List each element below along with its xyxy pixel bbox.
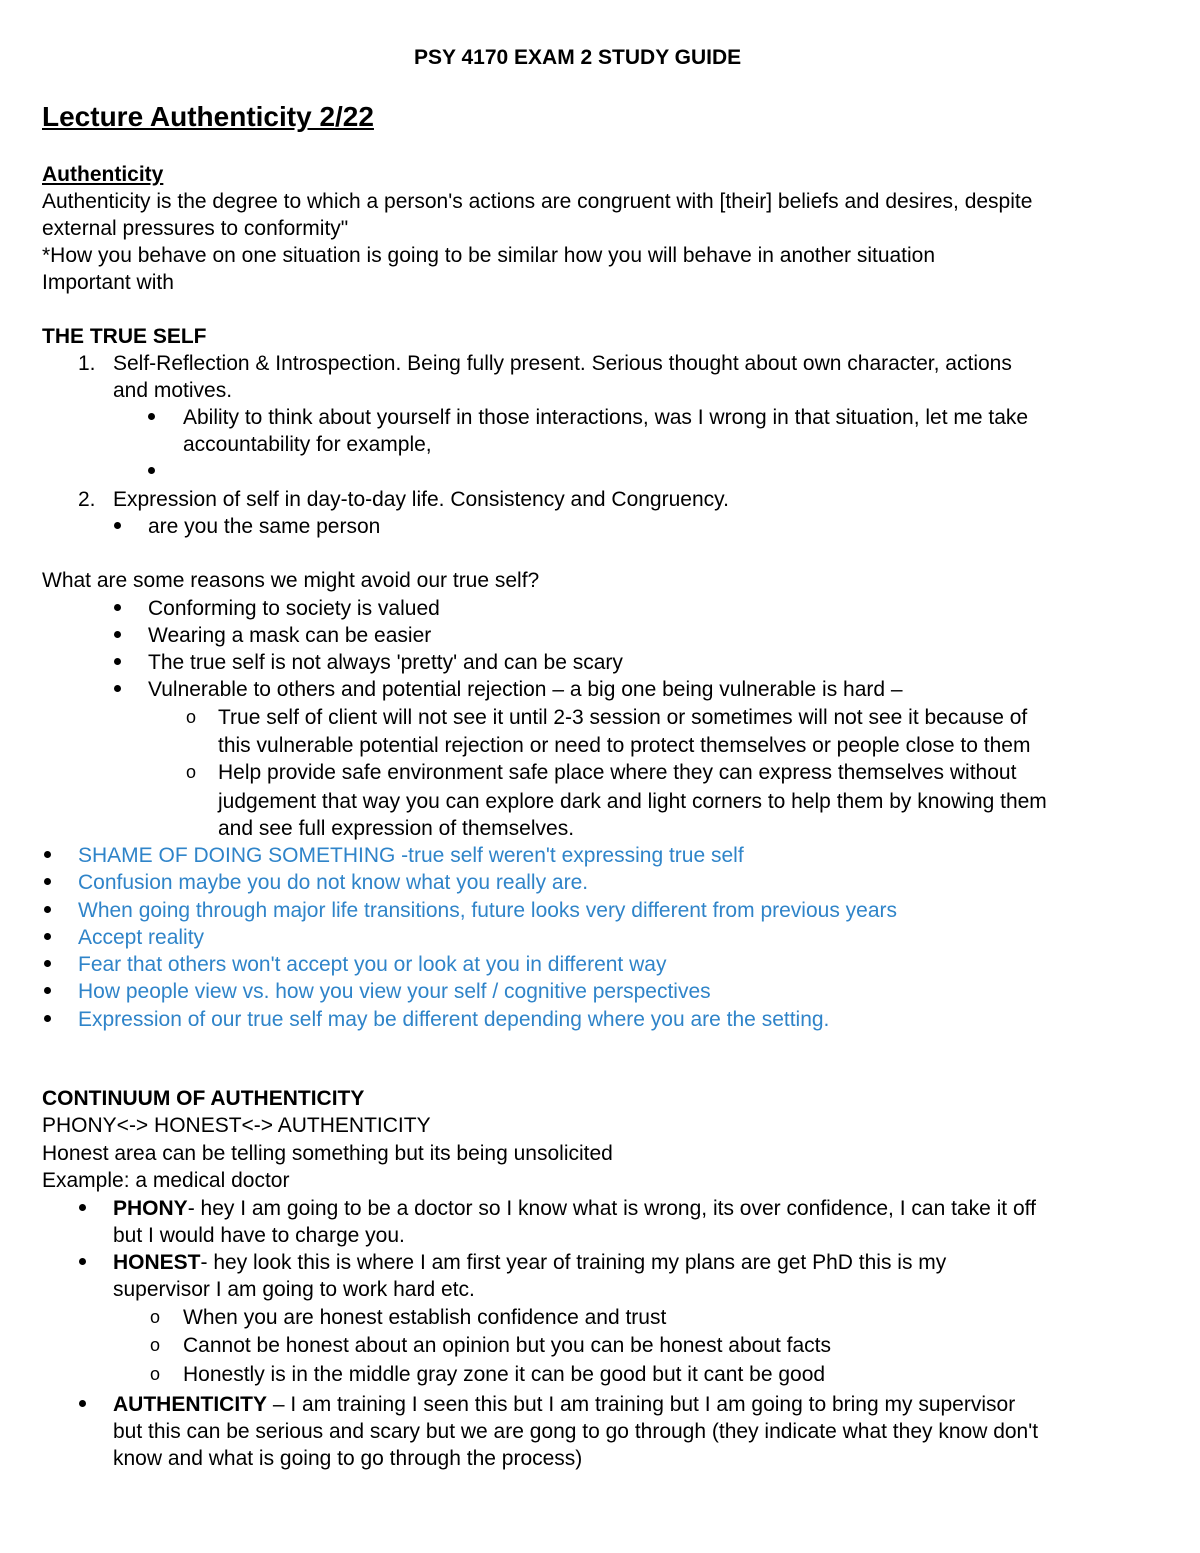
blue-reason-item: Expression of our true self may be different depending where you are the setting. — [78, 1008, 830, 1031]
bullet-dot — [148, 467, 155, 474]
bullet-dot — [44, 906, 51, 913]
sub-bullet-line: accountability for example, — [183, 433, 432, 456]
reason-item: Wearing a mask can be easier — [148, 624, 432, 647]
bullet-dot — [44, 960, 51, 967]
list-number: 2. — [78, 488, 96, 511]
bullet-dot — [114, 658, 121, 665]
honest-sub-item: When you are honest establish confidence and trust — [183, 1306, 667, 1329]
honest-line: supervisor I am going to work hard etc. — [113, 1278, 475, 1301]
continuum-line: Example: a medical doctor — [42, 1169, 290, 1192]
bullet-dot — [114, 522, 121, 529]
phony-line — [113, 1195, 1036, 1222]
reason-item: Conforming to society is valued — [148, 597, 440, 620]
authenticity-line: know and what is going to go through the process) — [113, 1447, 583, 1470]
blue-reason-item: Fear that others won't accept you or look at you in different way — [78, 953, 667, 976]
honest-text: - hey look this is where I am first year of training my plans are get PhD this is my — [200, 1251, 947, 1274]
phony-label: PHONY — [113, 1197, 188, 1220]
reason-item: The true self is not always 'pretty' and can be scary — [148, 651, 623, 674]
bullet-dot — [44, 878, 51, 885]
reason-item: Vulnerable to others and potential rejection – a big one being vulnerable is hard – — [148, 678, 903, 701]
reasons-question: What are some reasons we might avoid our true self? — [42, 569, 540, 592]
blue-reason-item: SHAME OF DOING SOMETHING -true self weren't expressing true self — [78, 844, 744, 867]
sub-item-line: and see full expression of themselves. — [218, 817, 575, 840]
true-self-heading: THE TRUE SELF — [42, 325, 207, 348]
sub-item-line: True self of client will not see it until 2-3 session or sometimes will not see it because of — [218, 706, 1028, 729]
authenticity-definition-line: external pressures to conformity" — [42, 217, 349, 240]
phony-text: - hey I am going to be a doctor so I know what is wrong, its over confidence, I can take it off — [187, 1197, 1036, 1220]
bullet-dot — [79, 1400, 86, 1407]
bullet-dot — [44, 987, 51, 994]
bullet-dot — [44, 933, 51, 940]
honest-sub-item: Cannot be honest about an opinion but you can be honest about facts — [183, 1334, 831, 1357]
authenticity-definition-line: Authenticity is the degree to which a person's actions are congruent with [their] beliefs and desires, despite — [42, 190, 1033, 213]
sub-marker: o — [150, 1307, 161, 1327]
list-item-line: Self-Reflection & Introspection. Being fully present. Serious thought about own character, actions — [113, 352, 1012, 375]
honest-label: HONEST — [113, 1251, 201, 1274]
sub-item-line: judgement that way you can explore dark and light corners to help them by knowing them — [218, 790, 1047, 813]
sub-marker: o — [150, 1335, 161, 1355]
bullet-dot — [79, 1258, 86, 1265]
bullet-dot — [114, 685, 121, 692]
sub-marker: o — [150, 1364, 161, 1384]
sub-bullet-line: Ability to think about yourself in those interactions, was I wrong in that situation, let me take — [183, 406, 1029, 429]
authenticity-note-line: Important with — [42, 271, 174, 294]
honest-sub-item: Honestly is in the middle gray zone it can be good but it cant be good — [183, 1363, 826, 1386]
list-number: 1. — [78, 352, 96, 375]
authenticity-line: but this can be serious and scary but we are gong to go through (they indicate what they know don't — [113, 1420, 1039, 1443]
bullet-dot — [44, 851, 51, 858]
authenticity-label: AUTHENTICITY — [113, 1393, 267, 1416]
continuum-heading: CONTINUUM OF AUTHENTICITY — [42, 1087, 365, 1110]
list-item-line: and motives. — [113, 379, 233, 402]
lecture-heading: Lecture Authenticity 2/22 — [42, 101, 374, 132]
honest-line — [113, 1249, 946, 1276]
continuum-line: Honest area can be telling something but its being unsolicited — [42, 1142, 613, 1165]
sub-item-line: this vulnerable potential rejection or need to protect themselves or people close to them — [218, 734, 1031, 757]
bullet-dot — [148, 413, 155, 420]
blue-reason-item: When going through major life transitions, future looks very different from previous years — [78, 899, 897, 922]
blue-reason-item: Confusion maybe you do not know what you really are. — [78, 871, 589, 894]
blue-reason-item: Accept reality — [78, 926, 205, 949]
bullet-dot — [79, 1204, 86, 1211]
authenticity-line — [113, 1391, 1015, 1418]
bullet-dot — [114, 631, 121, 638]
authenticity-note-line: *How you behave on one situation is going to be similar how you will behave in another situation — [42, 244, 936, 267]
phony-line: but I would have to charge you. — [113, 1224, 405, 1247]
document-title: PSY 4170 EXAM 2 STUDY GUIDE — [414, 46, 742, 69]
bullet-dot — [44, 1015, 51, 1022]
bullet-dot — [114, 604, 121, 611]
sub-bullet-line: are you the same person — [148, 515, 381, 538]
authenticity-text: – I am training I seen this but I am training but I am going to bring my supervisor — [267, 1393, 1016, 1416]
sub-marker: o — [186, 762, 197, 782]
continuum-line: PHONY<-> HONEST<-> AUTHENTICITY — [42, 1114, 431, 1137]
authenticity-heading: Authenticity — [42, 163, 164, 186]
blue-reason-item: How people view vs. how you view your self / cognitive perspectives — [78, 980, 711, 1003]
sub-item-line: Help provide safe environment safe place where they can express themselves without — [218, 761, 1017, 784]
sub-marker: o — [186, 707, 197, 727]
list-item-line: Expression of self in day-to-day life. Consistency and Congruency. — [113, 488, 729, 511]
